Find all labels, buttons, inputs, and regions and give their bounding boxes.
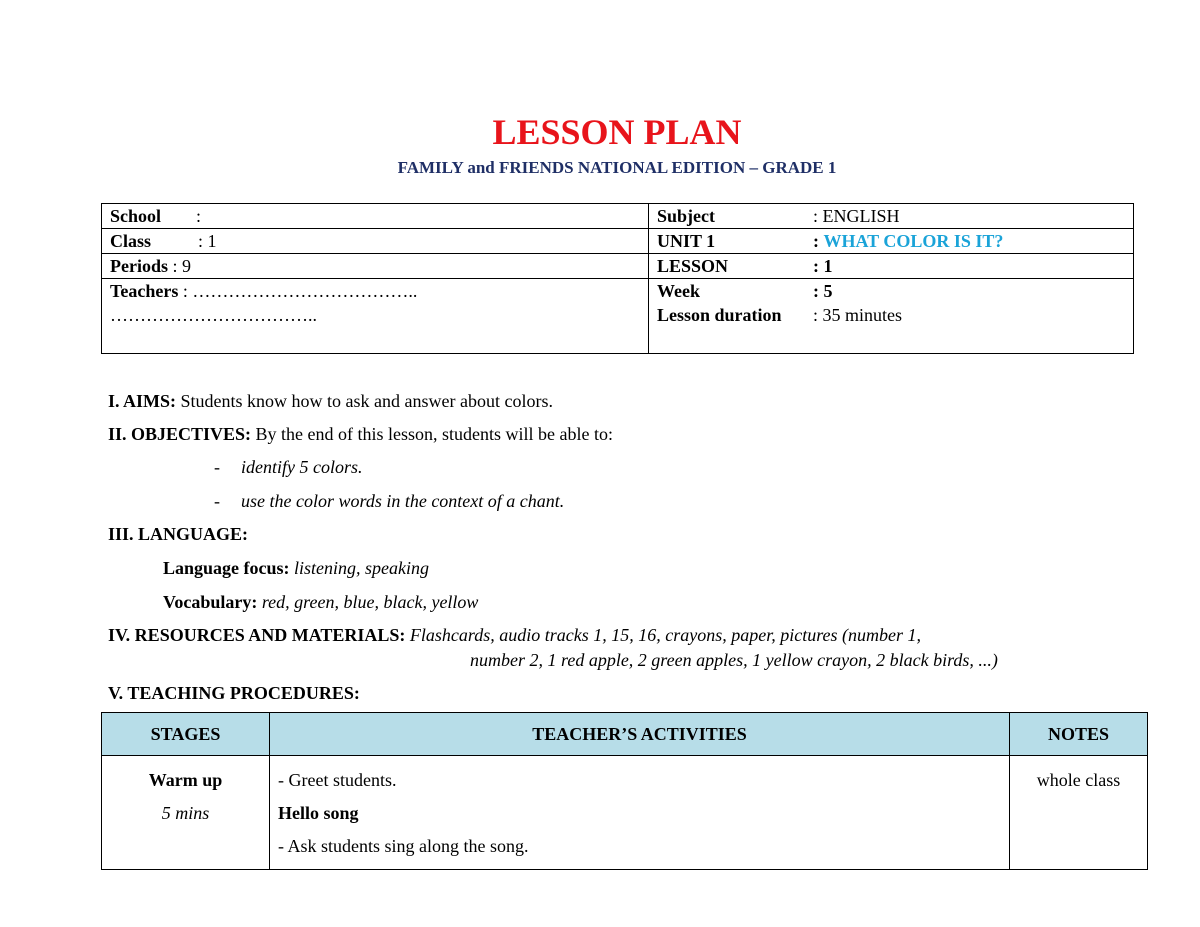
school-cell bbox=[102, 204, 649, 229]
notes-value: whole class bbox=[1036, 770, 1121, 790]
lesson-plan-title: LESSON PLAN bbox=[492, 112, 742, 152]
school-label: School bbox=[110, 206, 162, 226]
info-row-teachers bbox=[102, 279, 1134, 354]
stage-duration: 5 mins bbox=[161, 803, 210, 823]
language-label: III. LANGUAGE: bbox=[108, 524, 249, 544]
aims-label: I. AIMS: bbox=[108, 391, 177, 411]
activity-line: Hello song bbox=[278, 803, 359, 823]
resources-text-2: number 2, 1 red apple, 2 green apples, 1 yellow crayon, 2 black birds, ...) bbox=[470, 650, 998, 670]
vocabulary-line bbox=[163, 590, 478, 614]
stage-name: Warm up bbox=[148, 770, 223, 790]
resources-line-2 bbox=[470, 648, 998, 672]
objective-item-text: identify 5 colors. bbox=[241, 457, 363, 477]
header-stages: STAGES bbox=[102, 713, 270, 756]
subject-value: : ENGLISH bbox=[813, 206, 900, 226]
unit-cell bbox=[649, 229, 1134, 254]
procedures-heading bbox=[108, 681, 360, 705]
bullet-dash: - bbox=[214, 457, 220, 477]
vocabulary-value: red, green, blue, black, yellow bbox=[261, 592, 479, 612]
objectives-label: II. OBJECTIVES: bbox=[108, 424, 252, 444]
objectives-line bbox=[108, 422, 613, 446]
bullet-dash: - bbox=[214, 491, 220, 511]
objectives-text: By the end of this lesson, students will be able to: bbox=[255, 424, 614, 444]
lesson-label: LESSON bbox=[657, 256, 729, 276]
objective-item bbox=[214, 489, 564, 513]
unit-colon: : bbox=[813, 231, 819, 251]
resources-line bbox=[108, 623, 921, 647]
activities-cell bbox=[270, 756, 1010, 870]
unit-label: UNIT 1 bbox=[657, 231, 716, 251]
teachers-cell bbox=[102, 279, 649, 354]
duration-value: : 35 minutes bbox=[813, 305, 902, 325]
language-heading bbox=[108, 522, 248, 546]
info-row-periods bbox=[102, 254, 1134, 279]
header-notes: NOTES bbox=[1010, 713, 1148, 756]
periods-value: : 9 bbox=[172, 256, 192, 276]
info-row-class bbox=[102, 229, 1134, 254]
class-value: : 1 bbox=[198, 231, 217, 251]
resources-text-1: Flashcards, audio tracks 1, 15, 16, crayons, paper, pictures (number 1, bbox=[409, 625, 922, 645]
lesson-plan-subtitle: FAMILY and FRIENDS NATIONAL EDITION – GRADE 1 bbox=[397, 158, 837, 177]
language-focus-label: Language focus: bbox=[163, 558, 290, 578]
week-cell bbox=[649, 279, 1134, 354]
language-focus-line bbox=[163, 556, 429, 580]
procedures-header-row bbox=[102, 713, 1148, 756]
teachers-label: Teachers bbox=[110, 281, 179, 301]
objective-item bbox=[214, 455, 362, 479]
teachers-value: : ……………………………….. bbox=[182, 281, 418, 301]
unit-value: WHAT COLOR IS IT? bbox=[823, 231, 1004, 251]
table-row bbox=[102, 756, 1148, 870]
info-row-school bbox=[102, 204, 1134, 229]
activity-line: - Ask students sing along the song. bbox=[278, 836, 529, 856]
aims-line bbox=[108, 389, 553, 413]
procedures-table bbox=[101, 712, 1148, 870]
subject-cell bbox=[649, 204, 1134, 229]
language-focus-value: listening, speaking bbox=[294, 558, 429, 578]
stage-cell bbox=[102, 756, 270, 870]
objective-item-text: use the color words in the context of a chant. bbox=[241, 491, 565, 511]
periods-cell bbox=[102, 254, 649, 279]
duration-label: Lesson duration bbox=[657, 305, 782, 325]
header-teacher-activities: TEACHER’S ACTIVITIES bbox=[270, 713, 1010, 756]
subject-label: Subject bbox=[657, 206, 715, 226]
school-value: : bbox=[196, 206, 202, 226]
lesson-info-table bbox=[101, 203, 1134, 354]
class-cell bbox=[102, 229, 649, 254]
procedures-label: V. TEACHING PROCEDURES: bbox=[108, 683, 360, 703]
lesson-value: : 1 bbox=[813, 256, 833, 276]
periods-label: Periods bbox=[110, 256, 168, 276]
week-value: : 5 bbox=[813, 281, 833, 301]
vocabulary-label: Vocabulary: bbox=[163, 592, 258, 612]
teachers-line2: …………………………….. bbox=[110, 305, 317, 325]
resources-label: IV. RESOURCES AND MATERIALS: bbox=[108, 625, 406, 645]
week-label: Week bbox=[657, 281, 700, 301]
aims-text: Students know how to ask and answer about colors. bbox=[180, 391, 553, 411]
activity-line: - Greet students. bbox=[278, 770, 397, 790]
class-label: Class bbox=[110, 231, 152, 251]
notes-cell bbox=[1010, 756, 1148, 870]
lesson-cell bbox=[649, 254, 1134, 279]
